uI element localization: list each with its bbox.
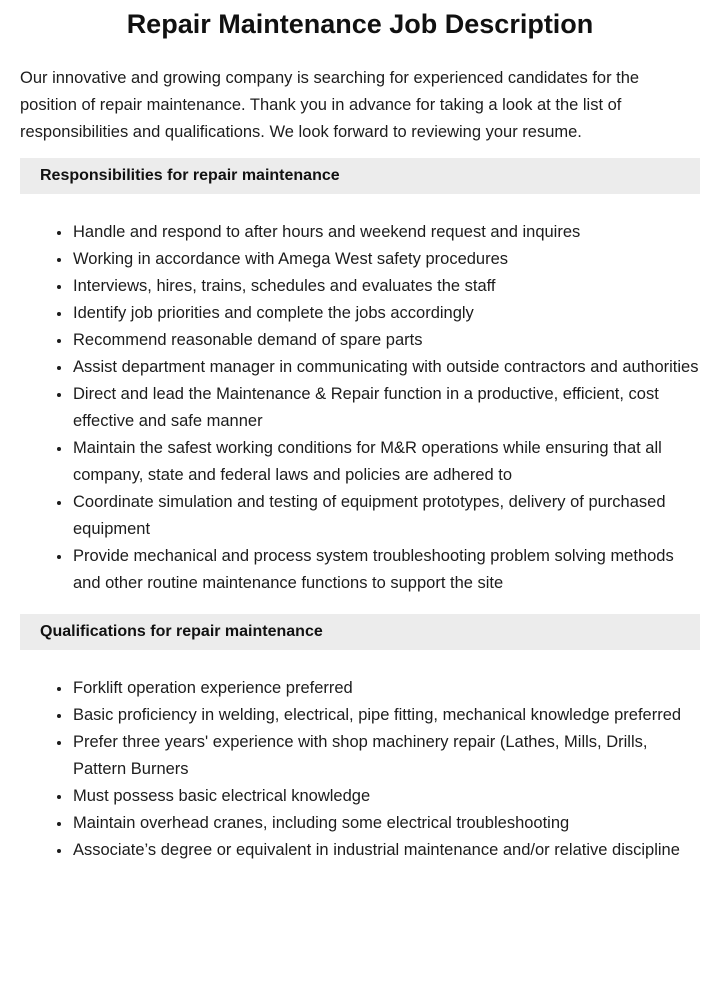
intro-paragraph: Our innovative and growing company is searching for experienced candidates for the position of repair maintenance. Thank you in advance for taking a look at the list of responsibilities and qualifications. We look forward to reviewing your resume. [20, 69, 640, 141]
list-item: • Assist department manager in communicating with outside contractors and authorities [72, 354, 700, 381]
list-item: • Associate’s degree or equivalent in industrial maintenance and/or relative discipline [72, 837, 700, 864]
responsibilities-section-heading: Responsibilities for repair maintenance [20, 158, 700, 194]
list-item: • Maintain overhead cranes, including some electrical troubleshooting [72, 810, 700, 837]
list-item: • Handle and respond to after hours and weekend request and inquires [72, 219, 700, 246]
section-qualifications [20, 614, 700, 864]
qualifications-list [20, 675, 700, 864]
list-item: • Direct and lead the Maintenance & Repair function in a productive, efficient, cost effective and safe manner [72, 381, 700, 435]
section-responsibilities [20, 158, 700, 597]
list-item: • Working in accordance with Amega West safety procedures [72, 246, 700, 273]
list-item: • Recommend reasonable demand of spare parts [72, 327, 700, 354]
list-item: • Coordinate simulation and testing of equipment prototypes, delivery of purchased equipment [72, 489, 700, 543]
list-item: • Identify job priorities and complete the jobs accordingly [72, 300, 700, 327]
list-item: • Prefer three years' experience with shop machinery repair (Lathes, Mills, Drills, Pattern Burners [72, 729, 700, 783]
list-item: • Must possess basic electrical knowledge [72, 783, 700, 810]
qualifications-section-heading: Qualifications for repair maintenance [20, 614, 700, 650]
list-item: • Maintain the safest working conditions for M&R operations while ensuring that all company, state and federal laws and policies are adhered to [72, 435, 700, 489]
page-title: Repair Maintenance Job Description [126, 9, 594, 39]
list-item: • Provide mechanical and process system troubleshooting problem solving methods and other routine maintenance functions to support the site [72, 543, 700, 597]
list-item: • Basic proficiency in welding, electrical, pipe fitting, mechanical knowledge preferred [72, 702, 700, 729]
list-item: • Forklift operation experience preferred [72, 675, 700, 702]
responsibilities-list [20, 219, 700, 597]
list-item: • Interviews, hires, trains, schedules and evaluates the staff [72, 273, 700, 300]
